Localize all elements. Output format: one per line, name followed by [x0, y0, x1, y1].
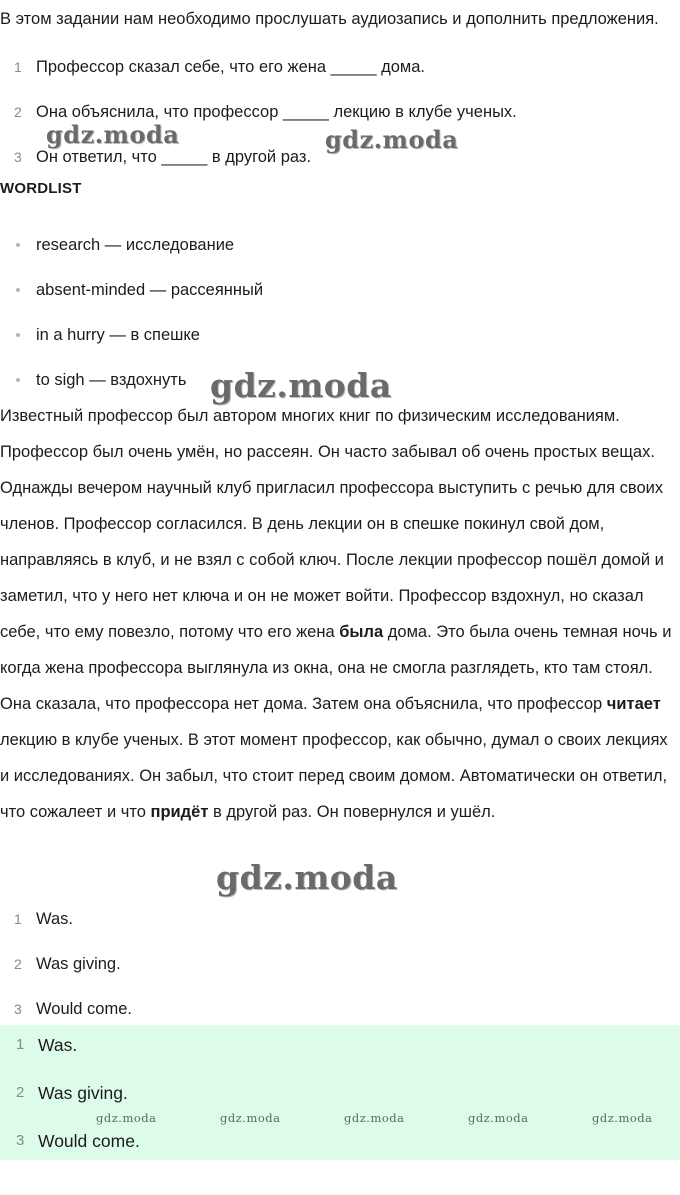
watermark: gdz.moda: [220, 1111, 281, 1125]
answer-box-list: [0, 1033, 140, 1177]
answer-item: [0, 906, 132, 951]
bullet-icon: [16, 378, 20, 382]
answer-highlight: читает: [606, 695, 661, 713]
story-part: лекцию в клубе ученых. В этот момент профессор, как обычно, думал о своих лекциях и исследованиях. Он забыл, что стоит перед своим домом. Автоматически он ответил, что сожалеет и что: [0, 731, 668, 821]
answer-box-text: Would come.: [38, 1131, 140, 1151]
answer-box: [0, 1025, 680, 1160]
wordlist-item: [0, 232, 263, 277]
answer-box-number: 2: [16, 1084, 25, 1101]
wordlist-item: [0, 322, 263, 367]
answer-box-text: Was.: [38, 1035, 78, 1055]
wordlist-entry: absent-minded — рассеянный: [36, 281, 264, 299]
answer-item: [0, 951, 132, 996]
story-part: в другой раз. Он повернулся и ушёл.: [208, 803, 496, 821]
answer-number: 2: [14, 956, 22, 972]
task-number: 2: [14, 104, 22, 120]
answer-box-text: Was giving.: [38, 1083, 128, 1103]
answer-text: Was giving.: [36, 955, 121, 973]
story-part: дома. Это была очень темная ночь и когда жена профессора выглянула из окна, она не смогла разглядеть, кто там стоял. Она сказала, что профессора нет дома. Затем она объяснила, что профессор: [0, 623, 672, 713]
answer-box-number: 1: [16, 1036, 25, 1053]
watermark: gdz.moda: [344, 1111, 405, 1125]
task-item: [0, 54, 517, 99]
bullet-icon: [16, 288, 20, 292]
answer-number: 1: [14, 911, 22, 927]
answer-highlight: придёт: [150, 803, 209, 821]
wordlist-entry: in a hurry — в спешке: [36, 326, 200, 344]
answer-text: Would come.: [36, 1000, 132, 1018]
task-number: 3: [14, 149, 22, 165]
wordlist-entry: research — исследование: [36, 236, 235, 254]
task-number: 1: [14, 59, 22, 75]
task-text: Он ответил, что _____ в другой раз.: [36, 148, 312, 166]
bullet-icon: [16, 333, 20, 337]
answer-box-item: [0, 1033, 140, 1081]
wordlist-item: [0, 277, 263, 322]
answer-box-number: 3: [16, 1132, 25, 1149]
wordlist-title: WORDLIST: [0, 180, 82, 197]
answer-highlight: была: [339, 623, 384, 641]
watermark: gdz.moda: [592, 1111, 653, 1125]
watermark: gdz.moda: [216, 858, 398, 897]
watermark: gdz.moda: [325, 125, 459, 154]
watermark: gdz.moda: [468, 1111, 529, 1125]
answer-list: [0, 906, 132, 1041]
watermark: gdz.moda: [96, 1111, 157, 1125]
answer-text: Was.: [36, 910, 73, 928]
watermark: gdz.moda: [210, 366, 392, 405]
task-text: Она объяснила, что профессор _____ лекцию в клубе ученых.: [36, 103, 517, 121]
intro-text: В этом задании нам необходимо прослушать аудиозапись и дополнить предложения.: [0, 10, 659, 28]
answer-box-item: [0, 1129, 140, 1177]
story-text: [0, 398, 680, 830]
answer-number: 3: [14, 1001, 22, 1017]
watermark: gdz.moda: [46, 120, 180, 149]
task-text: Профессор сказал себе, что его жена _____ дома.: [36, 58, 425, 76]
bullet-icon: [16, 243, 20, 247]
wordlist-entry: to sigh — вздохнуть: [36, 371, 187, 389]
story-part: Известный профессор был автором многих книг по физическим исследованиям. Профессор был очень умён, но рассеян. Он часто забывал об очень простых вещах. Однажды вечером научный клуб пригласил профессора выступить с речью для своих членов. Профессор согласился. В день лекции он в спешке покинул свой дом, направляясь в клуб, и не взял с собой ключ. После лекции профессор пошёл домой и заметил, что у него нет ключа и он не может войти. Профессор вздохнул, но сказал себе, что ему повезло, потому что его жена: [0, 407, 664, 641]
